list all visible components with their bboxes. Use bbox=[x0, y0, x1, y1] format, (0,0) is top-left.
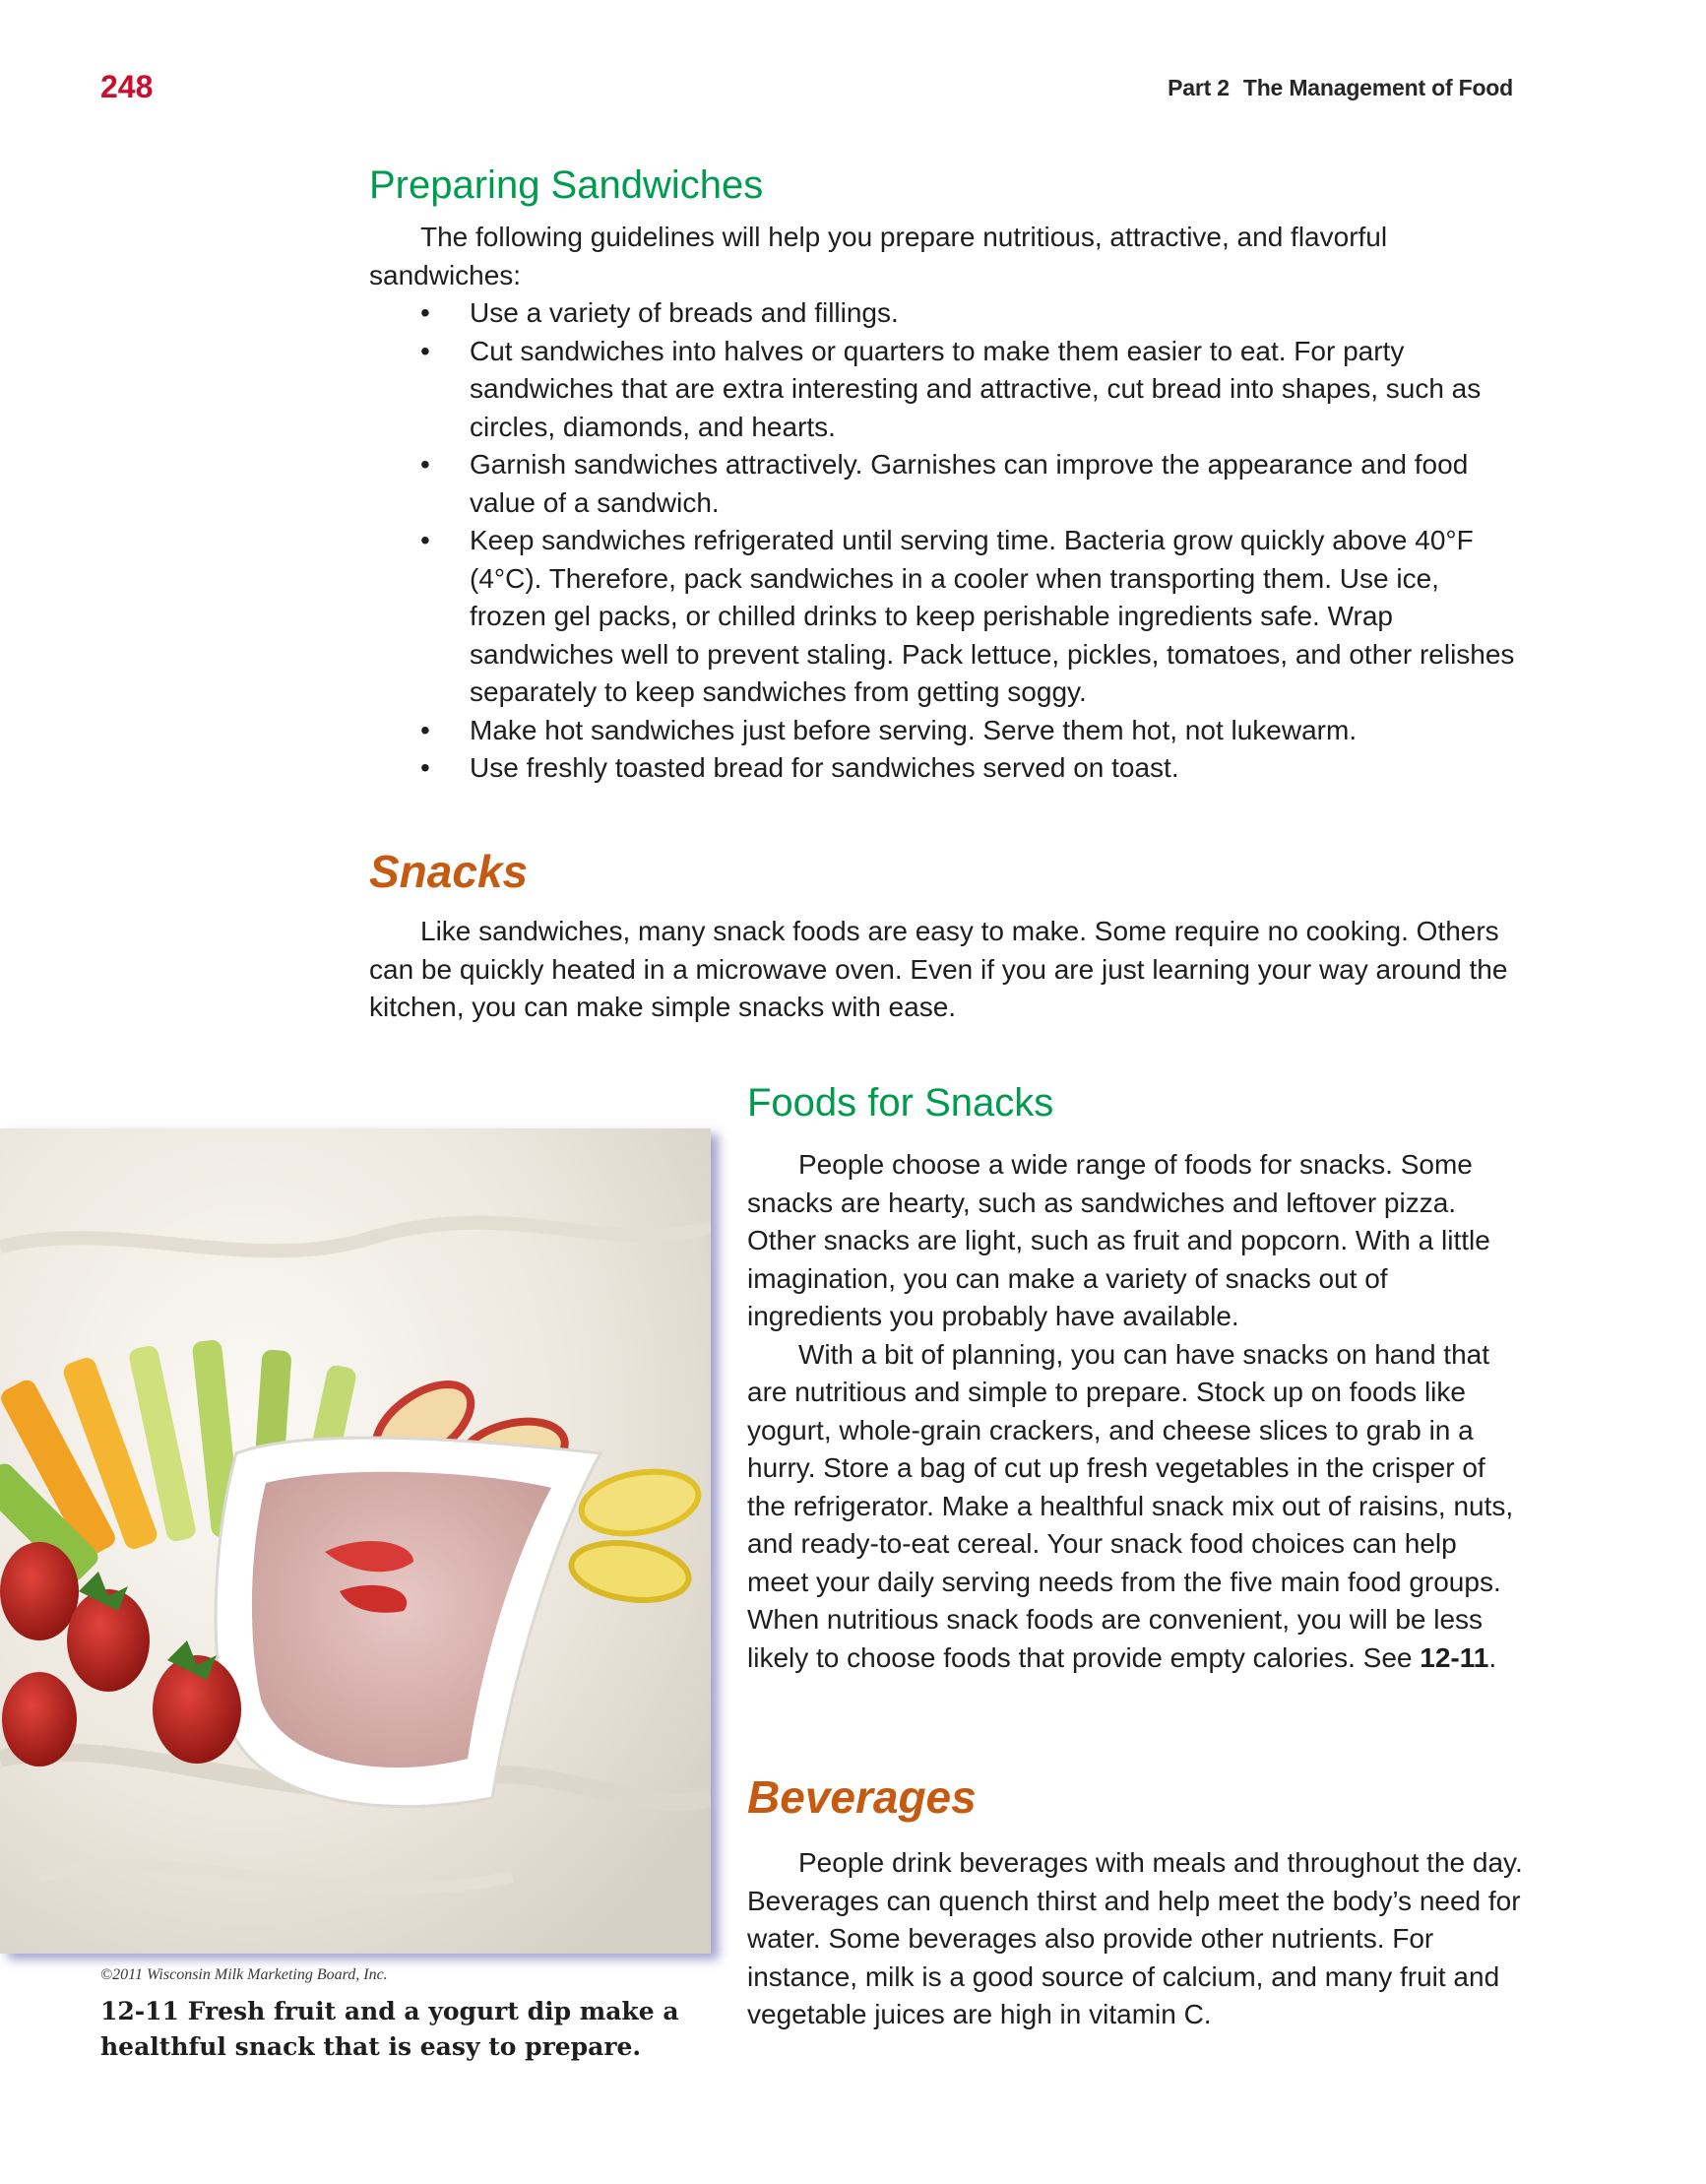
preparing-sandwiches-section bbox=[369, 161, 1516, 788]
section-heading-foods-for-snacks: Foods for Snacks bbox=[747, 1081, 1054, 1124]
paragraph-2-end: . bbox=[1488, 1641, 1497, 1673]
page-number: 248 bbox=[100, 69, 154, 104]
list-item bbox=[369, 522, 1516, 712]
beverages-section bbox=[747, 1770, 1525, 2034]
section-heading-beverages: Beverages bbox=[747, 1771, 977, 1823]
list-item bbox=[369, 712, 1516, 750]
list-item-text: Use freshly toasted bread for sandwiches served on toast. bbox=[470, 752, 1179, 783]
figure-photo bbox=[0, 1128, 711, 1954]
section-heading-snacks: Snacks bbox=[369, 846, 529, 897]
list-item-text: Make hot sandwiches just before serving. Serve them hot, not lukewarm. bbox=[470, 714, 1358, 745]
sandwich-guidelines-list bbox=[369, 294, 1516, 788]
bullet-icon: • bbox=[420, 449, 430, 480]
foods-for-snacks-paragraph-2 bbox=[747, 1336, 1525, 1678]
foods-for-snacks-section bbox=[747, 1079, 1525, 1677]
foods-for-snacks-paragraph-1: People choose a wide range of foods for snacks. Some snacks are hearty, such as sandwiches and leftover pizza. Other snacks are light, such as fruit and popcorn. With a little imagination, you can make a variety of snacks out of ingredients you probably have available. bbox=[747, 1149, 1490, 1331]
bullet-icon: • bbox=[420, 525, 430, 555]
list-item bbox=[369, 294, 1516, 333]
paragraph-2-text: With a bit of planning, you can have snacks on hand that are nutritious and simple to prepare. Stock up on foods like yogurt, whole-grain crackers, and cheese slices to grab in a hurry. Store a bag of cut up fresh vegetables in the crisper of the refrigerator. Make a healthful snack mix out of raisins, nuts, and ready-to-eat cereal. Your snack food choices can help meet your daily serving needs from the five main food groups. When nutritious snack foods are convenient, you will be less likely to choose foods that provide empty calories. See bbox=[747, 1338, 1514, 1673]
list-item bbox=[369, 446, 1516, 522]
running-head bbox=[1168, 75, 1513, 101]
bullet-icon: • bbox=[420, 297, 430, 328]
running-head-part: Part 2 bbox=[1168, 75, 1230, 100]
snacks-intro-paragraph: Like sandwiches, many snack foods are easy to make. Some require no cooking. Others can be quickly heated in a microwave oven. Even if you are just learning your way around the kitchen, you can make simple snacks with ease. bbox=[369, 916, 1508, 1023]
bullet-icon: • bbox=[420, 752, 430, 783]
list-item bbox=[369, 749, 1516, 788]
bullet-icon: • bbox=[420, 335, 430, 366]
list-item-text: Use a variety of breads and fillings. bbox=[470, 297, 899, 328]
photo-credit: ©2011 Wisconsin Milk Marketing Board, Inc. bbox=[100, 1966, 388, 1983]
figure-reference: 12-11 bbox=[1420, 1641, 1489, 1673]
section-heading-preparing-sandwiches: Preparing Sandwiches bbox=[369, 163, 764, 207]
running-head-title: The Management of Food bbox=[1242, 75, 1513, 100]
yogurt-dip-fruit-illustration bbox=[0, 1128, 711, 1954]
list-item-text: Keep sandwiches refrigerated until serving time. Bacteria grow quickly above 40°F (4°C). Therefore, pack sandwiches in a cooler when transporting them. Use ice, frozen gel packs, or chilled drinks to keep perishable ingredients safe. Wrap sandwiches well to prevent staling. Pack lettuce, pickles, tomatoes, and other relishes separately to keep sandwiches from getting soggy. bbox=[470, 525, 1515, 707]
list-item bbox=[369, 333, 1516, 447]
bullet-icon: • bbox=[420, 714, 430, 745]
preparing-intro-paragraph: The following guidelines will help you prepare nutritious, attractive, and flavorful sandwiches: bbox=[369, 222, 1388, 290]
snacks-section bbox=[369, 845, 1516, 1027]
list-item-text: Cut sandwiches into halves or quarters to make them easier to eat. For party sandwiches that are extra interesting and attractive, cut bread into shapes, such as circles, diamonds, and hearts. bbox=[470, 335, 1482, 442]
beverages-paragraph: People drink beverages with meals and throughout the day. Beverages can quench thirst and help meet the body’s need for water. Some beverages also provide other nutrients. For instance, milk is a good source of calcium, and many fruit and vegetable juices are high in vitamin C. bbox=[747, 1847, 1523, 2030]
list-item-text: Garnish sandwiches attractively. Garnishes can improve the appearance and food value of a sandwich. bbox=[470, 449, 1469, 518]
figure-caption: 12-11 Fresh fruit and a yogurt dip make a healthful snack that is easy to prepare. bbox=[100, 1997, 679, 2061]
